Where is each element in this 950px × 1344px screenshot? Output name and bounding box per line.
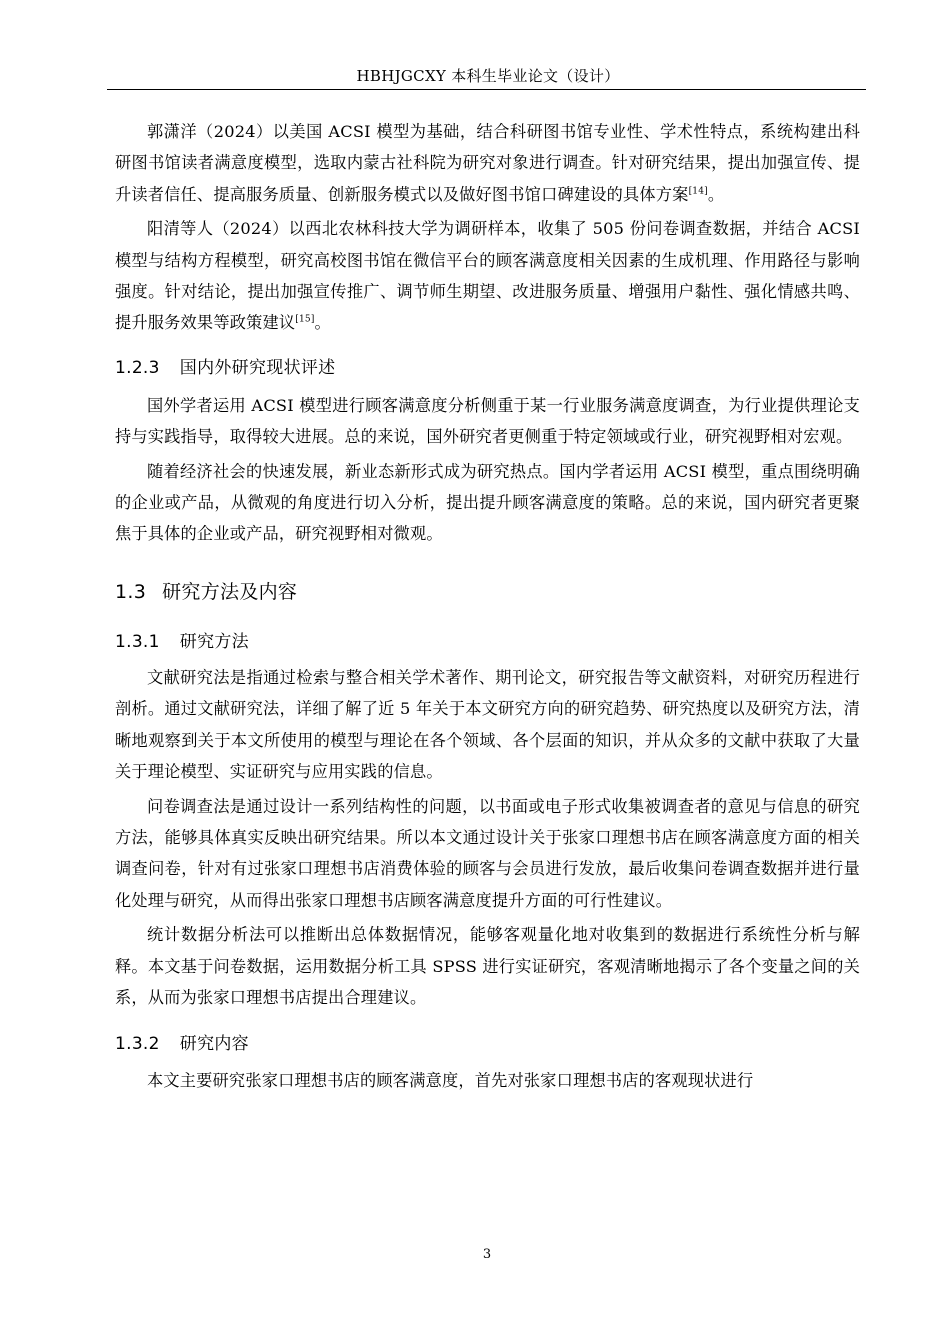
- heading-1-3: [115, 579, 860, 605]
- running-header: HBHJGCXY 本科生毕业论文（设计）: [356, 67, 620, 85]
- header-rule: [107, 89, 866, 90]
- heading-title: 国内外研究现状评述: [179, 357, 336, 378]
- paragraph-foreign-review: 国外学者运用 ACSI 模型进行顾客满意度分析侧重于某一行业服务满意度调查，为行业提供理论支持与实践指导，取得较大进展。总的来说，国外研究者更侧重于特定领域或行业，研究视野相对宏观。: [115, 395, 860, 447]
- heading-title: 研究方法: [179, 631, 249, 652]
- heading-number: 1.3.2: [115, 1034, 160, 1055]
- citation-ref: [14]: [688, 186, 708, 197]
- citation-ref: [15]: [295, 315, 315, 326]
- paragraph-statistics-method: 统计数据分析法可以推断出总体数据情况，能够客观量化地对收集到的数据进行系统性分析与解释。本文基于问卷数据，运用数据分析工具 SPSS 进行实证研究，客观清晰地揭示了各个变量之间的关系，从而为张家口理想书店提出合理建议。: [115, 925, 860, 1007]
- page-body: [115, 116, 860, 1097]
- heading-title: 研究方法及内容: [162, 580, 298, 603]
- heading-number: 1.3.1: [115, 631, 160, 652]
- heading-number: 1.2.3: [115, 357, 160, 378]
- heading-1-3-1: [115, 630, 860, 654]
- paragraph-end: 。: [314, 313, 331, 333]
- paragraph-text: 阳清等人（2024）以西北农林科技大学为调研样本，收集了 505 份问卷调查数据，并结合 ACSI 模型与结构方程模型，研究高校图书馆在微信平台的顾客满意度相关因素的生成机理、作用路径与影响强度。针对结论，提出加强宣传推广、调节师生期望、改进服务质量、增强用户黏性、强化情感共鸣、提升服务效果等政策建议: [115, 219, 860, 333]
- paragraph-survey-method: 问卷调查法是通过设计一系列结构性的问题，以书面或电子形式收集被调查者的意见与信息的研究方法，能够具体真实反映出研究结果。所以本文通过设计关于张家口理想书店在顾客满意度方面的相关调查问卷，针对有过张家口理想书店消费体验的顾客与会员进行发放，最后收集问卷调查数据并进行量化处理与研究，从而得出张家口理想书店顾客满意度提升方面的可行性建议。: [115, 796, 860, 910]
- paragraph-domestic-review: 随着经济社会的快速发展，新业态新形式成为研究热点。国内学者运用 ACSI 模型，重点围绕明确的企业或产品，从微观的角度进行切入分析，提出提升顾客满意度的策略。总的来说，国内研究者更聚焦于具体的企业或产品，研究视野相对微观。: [115, 461, 860, 544]
- paragraph-yang-qing: [115, 213, 860, 339]
- page-number: 3: [482, 1247, 492, 1262]
- paragraph-text: 郭潇洋（2024）以美国 ACSI 模型为基础，结合科研图书馆专业性、学术性特点，系统构建出科研图书馆读者满意度模型，选取内蒙古社科院为研究对象进行调查。针对研究结果，提出加强宣传、提升读者信任、提高服务质量、创新服务模式以及做好图书馆口碑建设的具体方案: [115, 122, 860, 204]
- heading-number: 1.3: [115, 580, 147, 603]
- paragraph-end: 。: [707, 184, 725, 204]
- heading-title: 研究内容: [179, 1034, 249, 1055]
- paragraph-guo-xiaoyang: [115, 116, 860, 210]
- heading-1-2-3: [115, 356, 860, 380]
- paragraph-literature-method: 文献研究法是指通过检索与整合相关学术著作、期刊论文，研究报告等文献资料，对研究历程进行剖析。通过文献研究法，详细了解了近 5 年关于本文研究方向的研究趋势、研究热度以及研究方法，清晰地观察到关于本文所使用的模型与理论在各个领域、各个层面的知识，并从众多的文献中获取了大量关于理论模型、实证研究与应用实践的信息。: [115, 667, 860, 782]
- heading-1-3-2: [115, 1032, 860, 1056]
- paragraph-research-content: 本文主要研究张家口理想书店的顾客满意度，首先对张家口理想书店的客观现状进行: [147, 1071, 754, 1091]
